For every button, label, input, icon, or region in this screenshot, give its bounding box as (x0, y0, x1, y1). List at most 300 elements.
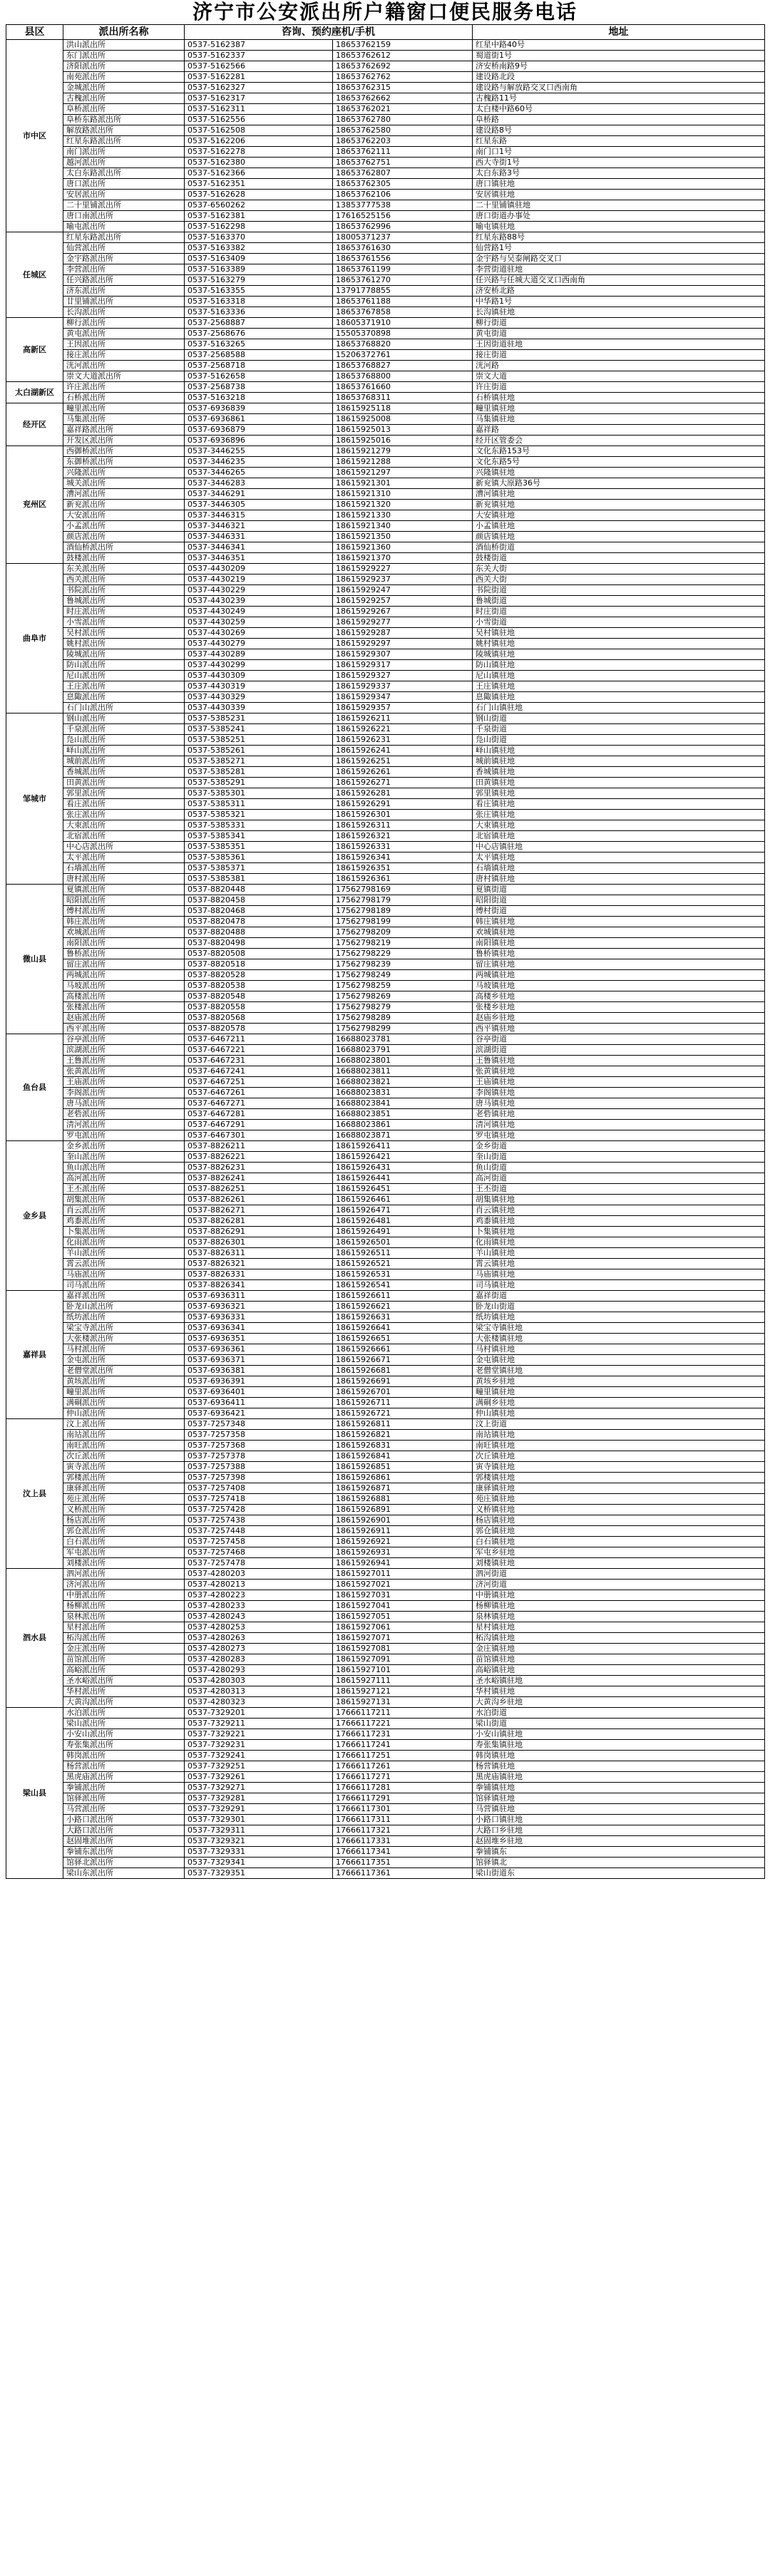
station-name-cell: 陵城派出所 (63, 649, 185, 660)
mobile-cell: 18615925008 (333, 414, 473, 425)
landline-cell: 0537-5385381 (185, 874, 333, 885)
landline-cell: 0537-6936371 (185, 1355, 333, 1366)
table-row (6, 243, 765, 254)
mobile-cell: 17562798279 (333, 1002, 473, 1013)
address-cell: 柳行街道 (473, 318, 765, 329)
landline-cell: 0537-4430329 (185, 692, 333, 703)
table-row (6, 1419, 765, 1430)
address-cell: 白石镇驻地 (473, 1537, 765, 1547)
landline-cell: 0537-7329251 (185, 1761, 333, 1772)
table-row (6, 179, 765, 190)
landline-cell: 0537-4430269 (185, 628, 333, 639)
table-row (6, 938, 765, 949)
table-row (6, 1462, 765, 1473)
table-row (6, 168, 765, 179)
address-cell: 长沟镇驻地 (473, 307, 765, 318)
landline-cell: 0537-8826231 (185, 1163, 333, 1173)
table-row (6, 403, 765, 414)
table-row (6, 1622, 765, 1633)
address-cell: 城前镇驻地 (473, 756, 765, 767)
address-cell: 安居镇驻地 (473, 190, 765, 200)
address-cell: 张黄镇驻地 (473, 1066, 765, 1077)
landline-cell: 0537-5163355 (185, 286, 333, 297)
address-cell: 司马镇驻地 (473, 1280, 765, 1291)
landline-cell: 0537-5162556 (185, 115, 333, 125)
address-cell: 阜桥路 (473, 115, 765, 125)
mobile-cell: 18615926941 (333, 1558, 473, 1569)
mobile-cell: 18615927081 (333, 1644, 473, 1654)
mobile-cell: 18653768800 (333, 371, 473, 382)
mobile-cell: 18615929257 (333, 596, 473, 607)
mobile-cell: 16688023811 (333, 1066, 473, 1077)
table-row (6, 1569, 765, 1580)
table-row (6, 40, 765, 51)
table-row (6, 1515, 765, 1526)
mobile-cell: 18615929287 (333, 628, 473, 639)
address-cell: 鱼山街道 (473, 1163, 765, 1173)
mobile-cell: 17666117351 (333, 1858, 473, 1868)
mobile-cell: 17666117241 (333, 1740, 473, 1751)
mobile-cell: 18615926521 (333, 1259, 473, 1269)
table-row (6, 852, 765, 863)
address-cell: 苗馆镇驻地 (473, 1654, 765, 1665)
table-row (6, 831, 765, 842)
station-name-cell: 泗河派出所 (63, 1569, 185, 1580)
address-cell: 西关大街 (473, 575, 765, 585)
station-name-cell: 吴村派出所 (63, 628, 185, 639)
address-cell: 大束镇驻地 (473, 820, 765, 831)
landline-cell: 0537-3446283 (185, 478, 333, 489)
landline-cell: 0537-5162298 (185, 222, 333, 232)
mobile-cell: 17562798219 (333, 938, 473, 949)
mobile-cell: 18615921340 (333, 521, 473, 532)
landline-cell: 0537-6936361 (185, 1344, 333, 1355)
mobile-cell: 18615926721 (333, 1408, 473, 1419)
table-row (6, 1302, 765, 1312)
address-cell: 马庙镇驻地 (473, 1269, 765, 1280)
address-cell: 凫山街道 (473, 735, 765, 746)
station-name-cell: 馆驿派出所 (63, 1793, 185, 1804)
mobile-cell: 18653762580 (333, 125, 473, 136)
mobile-cell: 18615929317 (333, 660, 473, 671)
landline-cell: 0537-3446265 (185, 468, 333, 478)
table-row (6, 959, 765, 970)
table-row (6, 1815, 765, 1825)
station-name-cell: 清河派出所 (63, 1120, 185, 1130)
address-cell: 北宿镇驻地 (473, 831, 765, 842)
table-row (6, 671, 765, 681)
address-cell: 南旺镇驻地 (473, 1441, 765, 1451)
landline-cell: 0537-6467301 (185, 1130, 333, 1141)
landline-cell: 0537-5385271 (185, 756, 333, 767)
station-name-cell: 金乡派出所 (63, 1141, 185, 1152)
mobile-cell: 18653762305 (333, 179, 473, 190)
landline-cell: 0537-7257358 (185, 1430, 333, 1441)
table-row (6, 1098, 765, 1109)
landline-cell: 0537-7257418 (185, 1494, 333, 1505)
mobile-cell: 18615925013 (333, 425, 473, 436)
station-name-cell: 红星东路派出所 (63, 136, 185, 147)
address-cell: 马集镇驻地 (473, 414, 765, 425)
mobile-cell: 18653768827 (333, 361, 473, 371)
mobile-cell: 18615925016 (333, 436, 473, 446)
station-name-cell: 南门派出所 (63, 147, 185, 158)
mobile-cell: 17562798299 (333, 1024, 473, 1034)
address-cell: 金屯镇驻地 (473, 1355, 765, 1366)
mobile-cell: 18653762780 (333, 115, 473, 125)
mobile-cell: 18615929247 (333, 585, 473, 596)
mobile-cell: 18615926671 (333, 1355, 473, 1366)
table-row (6, 382, 765, 393)
address-cell: 赵固堆乡驻地 (473, 1836, 765, 1847)
landline-cell: 0537-4430309 (185, 671, 333, 681)
address-cell: 泗河街道 (473, 1569, 765, 1580)
landline-cell: 0537-4280323 (185, 1697, 333, 1708)
address-cell: 寿张集镇驻地 (473, 1740, 765, 1751)
table-row (6, 542, 765, 553)
table-row (6, 1858, 765, 1868)
mobile-cell: 18615926921 (333, 1537, 473, 1547)
mobile-cell: 17666117301 (333, 1804, 473, 1815)
station-name-cell: 中册派出所 (63, 1590, 185, 1601)
table-row (6, 1227, 765, 1237)
station-name-cell: 唐马派出所 (63, 1098, 185, 1109)
station-name-cell: 廿里铺派出所 (63, 297, 185, 307)
mobile-cell: 18653768311 (333, 393, 473, 403)
landline-cell: 0537-3446315 (185, 510, 333, 521)
table-row (6, 746, 765, 756)
table-row (6, 1355, 765, 1366)
station-name-cell: 洪山派出所 (63, 40, 185, 51)
address-cell: 建设路北段 (473, 72, 765, 83)
station-name-cell: 水泊派出所 (63, 1708, 185, 1719)
table-row (6, 970, 765, 981)
table-row (6, 254, 765, 264)
landline-cell: 0537-8826261 (185, 1195, 333, 1205)
mobile-cell: 17666117221 (333, 1719, 473, 1729)
landline-cell: 0537-7329291 (185, 1804, 333, 1815)
address-cell: 拳铺镇东 (473, 1847, 765, 1858)
mobile-cell: 17666117271 (333, 1772, 473, 1783)
table-row (6, 1259, 765, 1269)
table-row (6, 1847, 765, 1858)
station-name-cell: 石墙派出所 (63, 863, 185, 874)
landline-cell: 0537-7329321 (185, 1836, 333, 1847)
mobile-cell: 17562798229 (333, 949, 473, 959)
mobile-cell: 17562798239 (333, 959, 473, 970)
address-cell: 石墙镇驻地 (473, 863, 765, 874)
address-cell: 中华路1号 (473, 297, 765, 307)
landline-cell: 0537-4280243 (185, 1612, 333, 1622)
table-row (6, 286, 765, 297)
mobile-cell: 18653762106 (333, 190, 473, 200)
address-cell: 汶上街道 (473, 1419, 765, 1430)
table-row (6, 1056, 765, 1066)
station-name-cell: 霄云派出所 (63, 1259, 185, 1269)
table-row (6, 649, 765, 660)
landline-cell: 0537-8820558 (185, 1002, 333, 1013)
address-cell: 大黄沟乡驻地 (473, 1697, 765, 1708)
mobile-cell: 18653761660 (333, 382, 473, 393)
landline-cell: 0537-8826211 (185, 1141, 333, 1152)
station-name-cell: 越河派出所 (63, 158, 185, 168)
station-name-cell: 王庄派出所 (63, 681, 185, 692)
address-cell: 疃里镇驻地 (473, 1387, 765, 1398)
county-cell: 邹城市 (6, 713, 63, 885)
landline-cell: 0537-6467251 (185, 1077, 333, 1088)
station-name-cell: 老砦派出所 (63, 1109, 185, 1120)
mobile-cell: 18615926241 (333, 746, 473, 756)
table-row (6, 1836, 765, 1847)
station-name-cell: 韩岗派出所 (63, 1751, 185, 1761)
landline-cell: 0537-3446305 (185, 500, 333, 510)
landline-cell: 0537-8820518 (185, 959, 333, 970)
mobile-cell: 17666117261 (333, 1761, 473, 1772)
mobile-cell: 18615926641 (333, 1323, 473, 1334)
landline-cell: 0537-6467271 (185, 1098, 333, 1109)
mobile-cell: 18615926871 (333, 1483, 473, 1494)
county-cell: 微山县 (6, 885, 63, 1034)
table-row (6, 275, 765, 286)
address-cell: 小雪街道 (473, 617, 765, 628)
table-row (6, 1323, 765, 1334)
landline-cell: 0537-7257478 (185, 1558, 333, 1569)
mobile-cell: 17562798289 (333, 1013, 473, 1024)
landline-cell: 0537-8820468 (185, 906, 333, 917)
table-row (6, 660, 765, 671)
table-row (6, 158, 765, 168)
landline-cell: 0537-2568738 (185, 382, 333, 393)
address-cell: 鲁桥镇驻地 (473, 949, 765, 959)
station-name-cell: 西御桥派出所 (63, 446, 185, 457)
landline-cell: 0537-8820458 (185, 895, 333, 906)
address-cell: 馆驿镇驻地 (473, 1793, 765, 1804)
mobile-cell: 18615926631 (333, 1312, 473, 1323)
address-cell: 东关大街 (473, 564, 765, 575)
mobile-cell: 18615926491 (333, 1227, 473, 1237)
station-name-cell: 大黄沟派出所 (63, 1697, 185, 1708)
station-name-cell: 唐村派出所 (63, 874, 185, 885)
landline-cell: 0537-2568718 (185, 361, 333, 371)
table-row (6, 1195, 765, 1205)
station-name-cell: 小孟派出所 (63, 521, 185, 532)
mobile-cell: 18615926471 (333, 1205, 473, 1216)
landline-cell: 0537-5162566 (185, 61, 333, 72)
landline-cell: 0537-7329201 (185, 1708, 333, 1719)
landline-cell: 0537-6467221 (185, 1045, 333, 1056)
mobile-cell: 18615929347 (333, 692, 473, 703)
station-name-cell: 拳铺东派出所 (63, 1847, 185, 1858)
landline-cell: 0537-7257348 (185, 1419, 333, 1430)
table-row (6, 1537, 765, 1547)
landline-cell: 0537-8820548 (185, 991, 333, 1002)
address-cell: 香城镇驻地 (473, 767, 765, 778)
mobile-cell: 18653762996 (333, 222, 473, 232)
table-row (6, 1783, 765, 1793)
station-name-cell: 开发区派出所 (63, 436, 185, 446)
landline-cell: 0537-5385311 (185, 799, 333, 810)
address-cell: 卜集镇驻地 (473, 1227, 765, 1237)
address-cell: 仲山镇驻地 (473, 1408, 765, 1419)
mobile-cell: 18615926881 (333, 1494, 473, 1505)
mobile-cell: 18615926301 (333, 810, 473, 820)
station-name-cell: 时庄派出所 (63, 607, 185, 617)
station-name-cell: 杨营派出所 (63, 1761, 185, 1772)
address-cell: 昭阳街道 (473, 895, 765, 906)
mobile-cell: 18615926511 (333, 1248, 473, 1259)
address-cell: 蜀道街1号 (473, 51, 765, 61)
landline-cell: 0537-5163265 (185, 339, 333, 350)
landline-cell: 0537-2568887 (185, 318, 333, 329)
table-row (6, 927, 765, 938)
landline-cell: 0537-4430259 (185, 617, 333, 628)
landline-cell: 0537-8826311 (185, 1248, 333, 1259)
mobile-cell: 17666117361 (333, 1868, 473, 1879)
address-cell: 马村镇驻地 (473, 1344, 765, 1355)
mobile-cell: 16688023841 (333, 1098, 473, 1109)
address-cell: 峄山镇驻地 (473, 746, 765, 756)
landline-cell: 0537-4280213 (185, 1580, 333, 1590)
landline-cell: 0537-5162351 (185, 179, 333, 190)
address-cell: 王庙镇驻地 (473, 1077, 765, 1088)
landline-cell: 0537-4280313 (185, 1686, 333, 1697)
header-station: 派出所名称 (63, 25, 185, 40)
landline-cell: 0537-6936311 (185, 1291, 333, 1302)
mobile-cell: 16688023851 (333, 1109, 473, 1120)
mobile-cell: 18615926331 (333, 842, 473, 852)
station-name-cell: 高河派出所 (63, 1173, 185, 1184)
station-name-cell: 南苑派出所 (63, 72, 185, 83)
landline-cell: 0537-5162281 (185, 72, 333, 83)
mobile-cell: 18615927121 (333, 1686, 473, 1697)
county-cell: 金乡县 (6, 1141, 63, 1291)
table-row (6, 949, 765, 959)
mobile-cell: 18615929327 (333, 671, 473, 681)
address-cell: 傅村街道 (473, 906, 765, 917)
station-name-cell: 马营派出所 (63, 1804, 185, 1815)
mobile-cell: 18615926321 (333, 831, 473, 842)
station-name-cell: 张庄派出所 (63, 810, 185, 820)
landline-cell: 0537-8826321 (185, 1259, 333, 1269)
table-row (6, 1024, 765, 1034)
mobile-cell: 18615921310 (333, 489, 473, 500)
station-name-cell: 柳行派出所 (63, 318, 185, 329)
mobile-cell: 18615926861 (333, 1473, 473, 1483)
address-cell: 仙营路1号 (473, 243, 765, 254)
mobile-cell: 18653762762 (333, 72, 473, 83)
station-name-cell: 西平派出所 (63, 1024, 185, 1034)
mobile-cell: 18653768820 (333, 339, 473, 350)
station-name-cell: 汶上派出所 (63, 1419, 185, 1430)
landline-cell: 0537-8820448 (185, 885, 333, 895)
address-cell: 尼山镇驻地 (473, 671, 765, 681)
landline-cell: 0537-3446255 (185, 446, 333, 457)
landline-cell: 0537-5162311 (185, 104, 333, 115)
mobile-cell: 15505370898 (333, 329, 473, 339)
landline-cell: 0537-5162508 (185, 125, 333, 136)
table-row (6, 1013, 765, 1024)
station-name-cell: 卧龙山派出所 (63, 1302, 185, 1312)
county-cell: 梁山县 (6, 1708, 63, 1879)
table-row (6, 1686, 765, 1697)
table-row (6, 917, 765, 927)
station-name-cell: 星村派出所 (63, 1622, 185, 1633)
address-cell: 西大寺街1号 (473, 158, 765, 168)
mobile-cell: 18615921330 (333, 510, 473, 521)
mobile-cell: 18615926711 (333, 1398, 473, 1408)
station-name-cell: 杨店派出所 (63, 1515, 185, 1526)
mobile-cell: 18615926661 (333, 1344, 473, 1355)
mobile-cell: 18615929277 (333, 617, 473, 628)
mobile-cell: 17562798249 (333, 970, 473, 981)
address-cell: 小路口镇驻地 (473, 1815, 765, 1825)
table-row (6, 617, 765, 628)
station-name-cell: 肖云派出所 (63, 1205, 185, 1216)
table-row (6, 1729, 765, 1740)
table-row (6, 1344, 765, 1355)
landline-cell: 0537-7257438 (185, 1515, 333, 1526)
address-cell: 赵庙乡驻地 (473, 1013, 765, 1024)
station-name-cell: 南站派出所 (63, 1430, 185, 1441)
station-name-cell: 尼山派出所 (63, 671, 185, 681)
mobile-cell: 18005371237 (333, 232, 473, 243)
mobile-cell: 18615921360 (333, 542, 473, 553)
address-cell: 郭仓镇驻地 (473, 1526, 765, 1537)
table-row (6, 1184, 765, 1195)
mobile-cell: 18615926621 (333, 1302, 473, 1312)
table-row (6, 1825, 765, 1836)
mobile-cell: 18615927011 (333, 1569, 473, 1580)
station-name-cell: 纸坊派出所 (63, 1312, 185, 1323)
landline-cell: 0537-7257378 (185, 1451, 333, 1462)
table-row (6, 799, 765, 810)
address-cell: 南站镇驻地 (473, 1430, 765, 1441)
address-cell: 梁山街道 (473, 1719, 765, 1729)
landline-cell: 0537-8820488 (185, 927, 333, 938)
station-name-cell: 凫山派出所 (63, 735, 185, 746)
station-name-cell: 张楼派出所 (63, 1002, 185, 1013)
address-cell: 梁山街道东 (473, 1868, 765, 1879)
station-name-cell: 新兖派出所 (63, 500, 185, 510)
station-name-cell: 安居派出所 (63, 190, 185, 200)
address-cell: 息陬镇驻地 (473, 692, 765, 703)
landline-cell: 0537-5162381 (185, 211, 333, 222)
table-row (6, 318, 765, 329)
station-name-cell: 解放路派出所 (63, 125, 185, 136)
station-name-cell: 任兴路派出所 (63, 275, 185, 286)
address-cell: 经开区管委会 (473, 436, 765, 446)
mobile-cell: 18653762807 (333, 168, 473, 179)
mobile-cell: 18653761199 (333, 264, 473, 275)
mobile-cell: 18615926221 (333, 724, 473, 735)
mobile-cell: 18615927031 (333, 1590, 473, 1601)
landline-cell: 0537-5385341 (185, 831, 333, 842)
table-row (6, 713, 765, 724)
station-name-cell: 梁山东派出所 (63, 1868, 185, 1879)
address-cell: 济河街道 (473, 1580, 765, 1590)
landline-cell: 0537-4430299 (185, 660, 333, 671)
station-name-cell: 拳铺派出所 (63, 1783, 185, 1793)
mobile-cell: 18615929357 (333, 703, 473, 713)
station-name-cell: 南阳派出所 (63, 938, 185, 949)
address-cell: 老僧堂镇驻地 (473, 1366, 765, 1376)
address-cell: 喻屯镇驻地 (473, 222, 765, 232)
table-row (6, 1237, 765, 1248)
mobile-cell: 18615921350 (333, 532, 473, 542)
table-row (6, 1109, 765, 1120)
landline-cell: 0537-7257468 (185, 1547, 333, 1558)
address-cell: 接庄街道 (473, 350, 765, 361)
